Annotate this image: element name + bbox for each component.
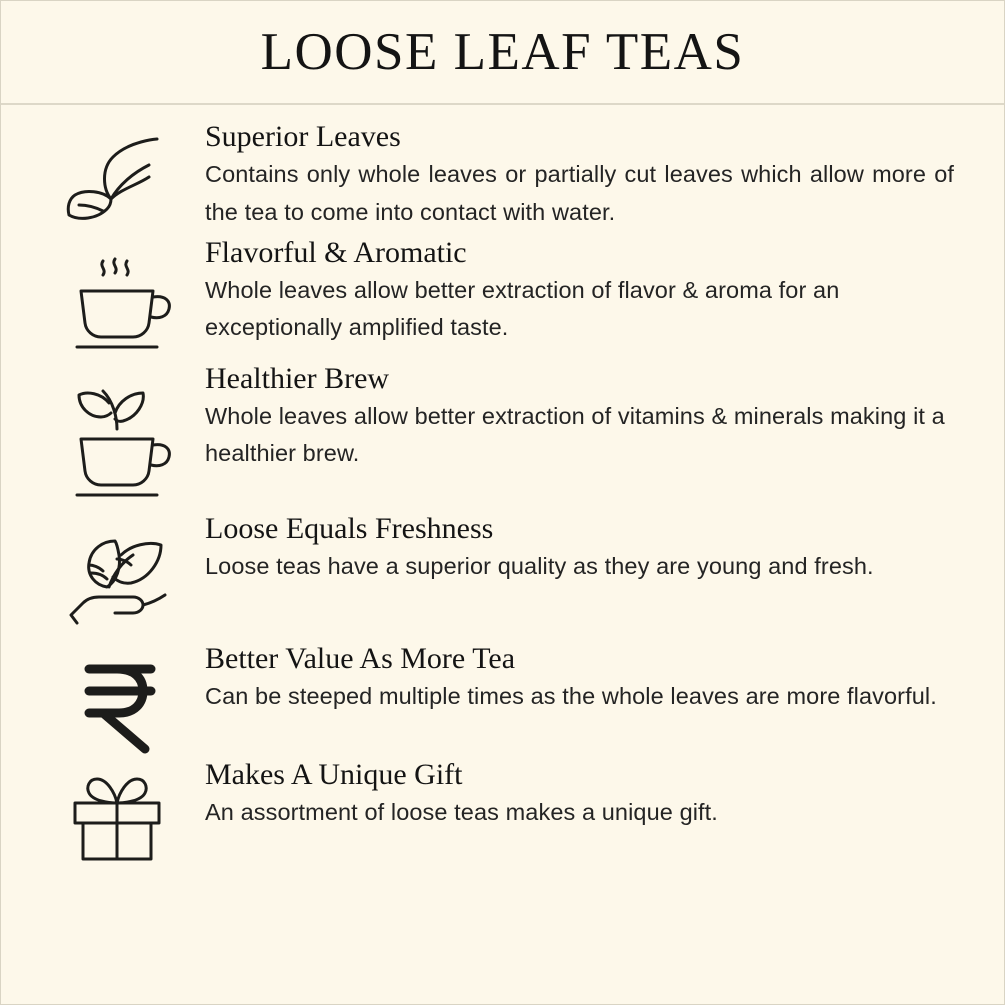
feature-description: Loose teas have a superior quality as they are young and fresh. (205, 553, 874, 580)
list-item (1, 511, 1004, 637)
steaming-teacup-icon (37, 235, 205, 355)
feature-title: Loose Equals Freshness (205, 511, 494, 545)
feature-description: Whole leaves allow better extraction of flavor & aroma for an exceptionally amplified taste. (205, 277, 840, 341)
list-item (1, 235, 1004, 355)
feature-text (205, 235, 974, 347)
feature-title: Flavorful & Aromatic (205, 235, 467, 269)
tea-leaves-icon (37, 119, 205, 225)
feature-text (205, 641, 974, 716)
list-item (1, 641, 1004, 755)
feature-text (205, 511, 974, 586)
teacup-with-leaves-icon (37, 361, 205, 507)
list-item (1, 757, 1004, 867)
feature-title: Superior Leaves (205, 120, 401, 153)
feature-description: An assortment of loose teas makes a unique gift. (205, 799, 718, 826)
feature-title: Makes A Unique Gift (205, 757, 463, 791)
feature-description: Can be steeped multiple times as the whole leaves are more flavorful. (205, 683, 937, 710)
gift-box-icon (37, 757, 205, 867)
feature-title: Better Value As More Tea (205, 641, 516, 675)
feature-title: Healthier Brew (205, 361, 390, 395)
feature-text (205, 757, 974, 832)
feature-description: Contains only whole leaves or partially cut leaves which allow more of the tea to come into contact with water. (205, 161, 954, 225)
list-item (1, 361, 1004, 507)
feature-description: Whole leaves allow better extraction of vitamins & minerals making it a healthier brew. (205, 403, 945, 467)
rupee-icon (37, 641, 205, 755)
page-title: LOOSE LEAF TEAS (260, 23, 745, 81)
page-header (1, 1, 1004, 105)
feature-text (205, 119, 974, 231)
feature-list (1, 105, 1004, 867)
hand-holding-leaves-icon (37, 511, 205, 637)
list-item (1, 119, 1004, 231)
feature-text (205, 361, 974, 473)
